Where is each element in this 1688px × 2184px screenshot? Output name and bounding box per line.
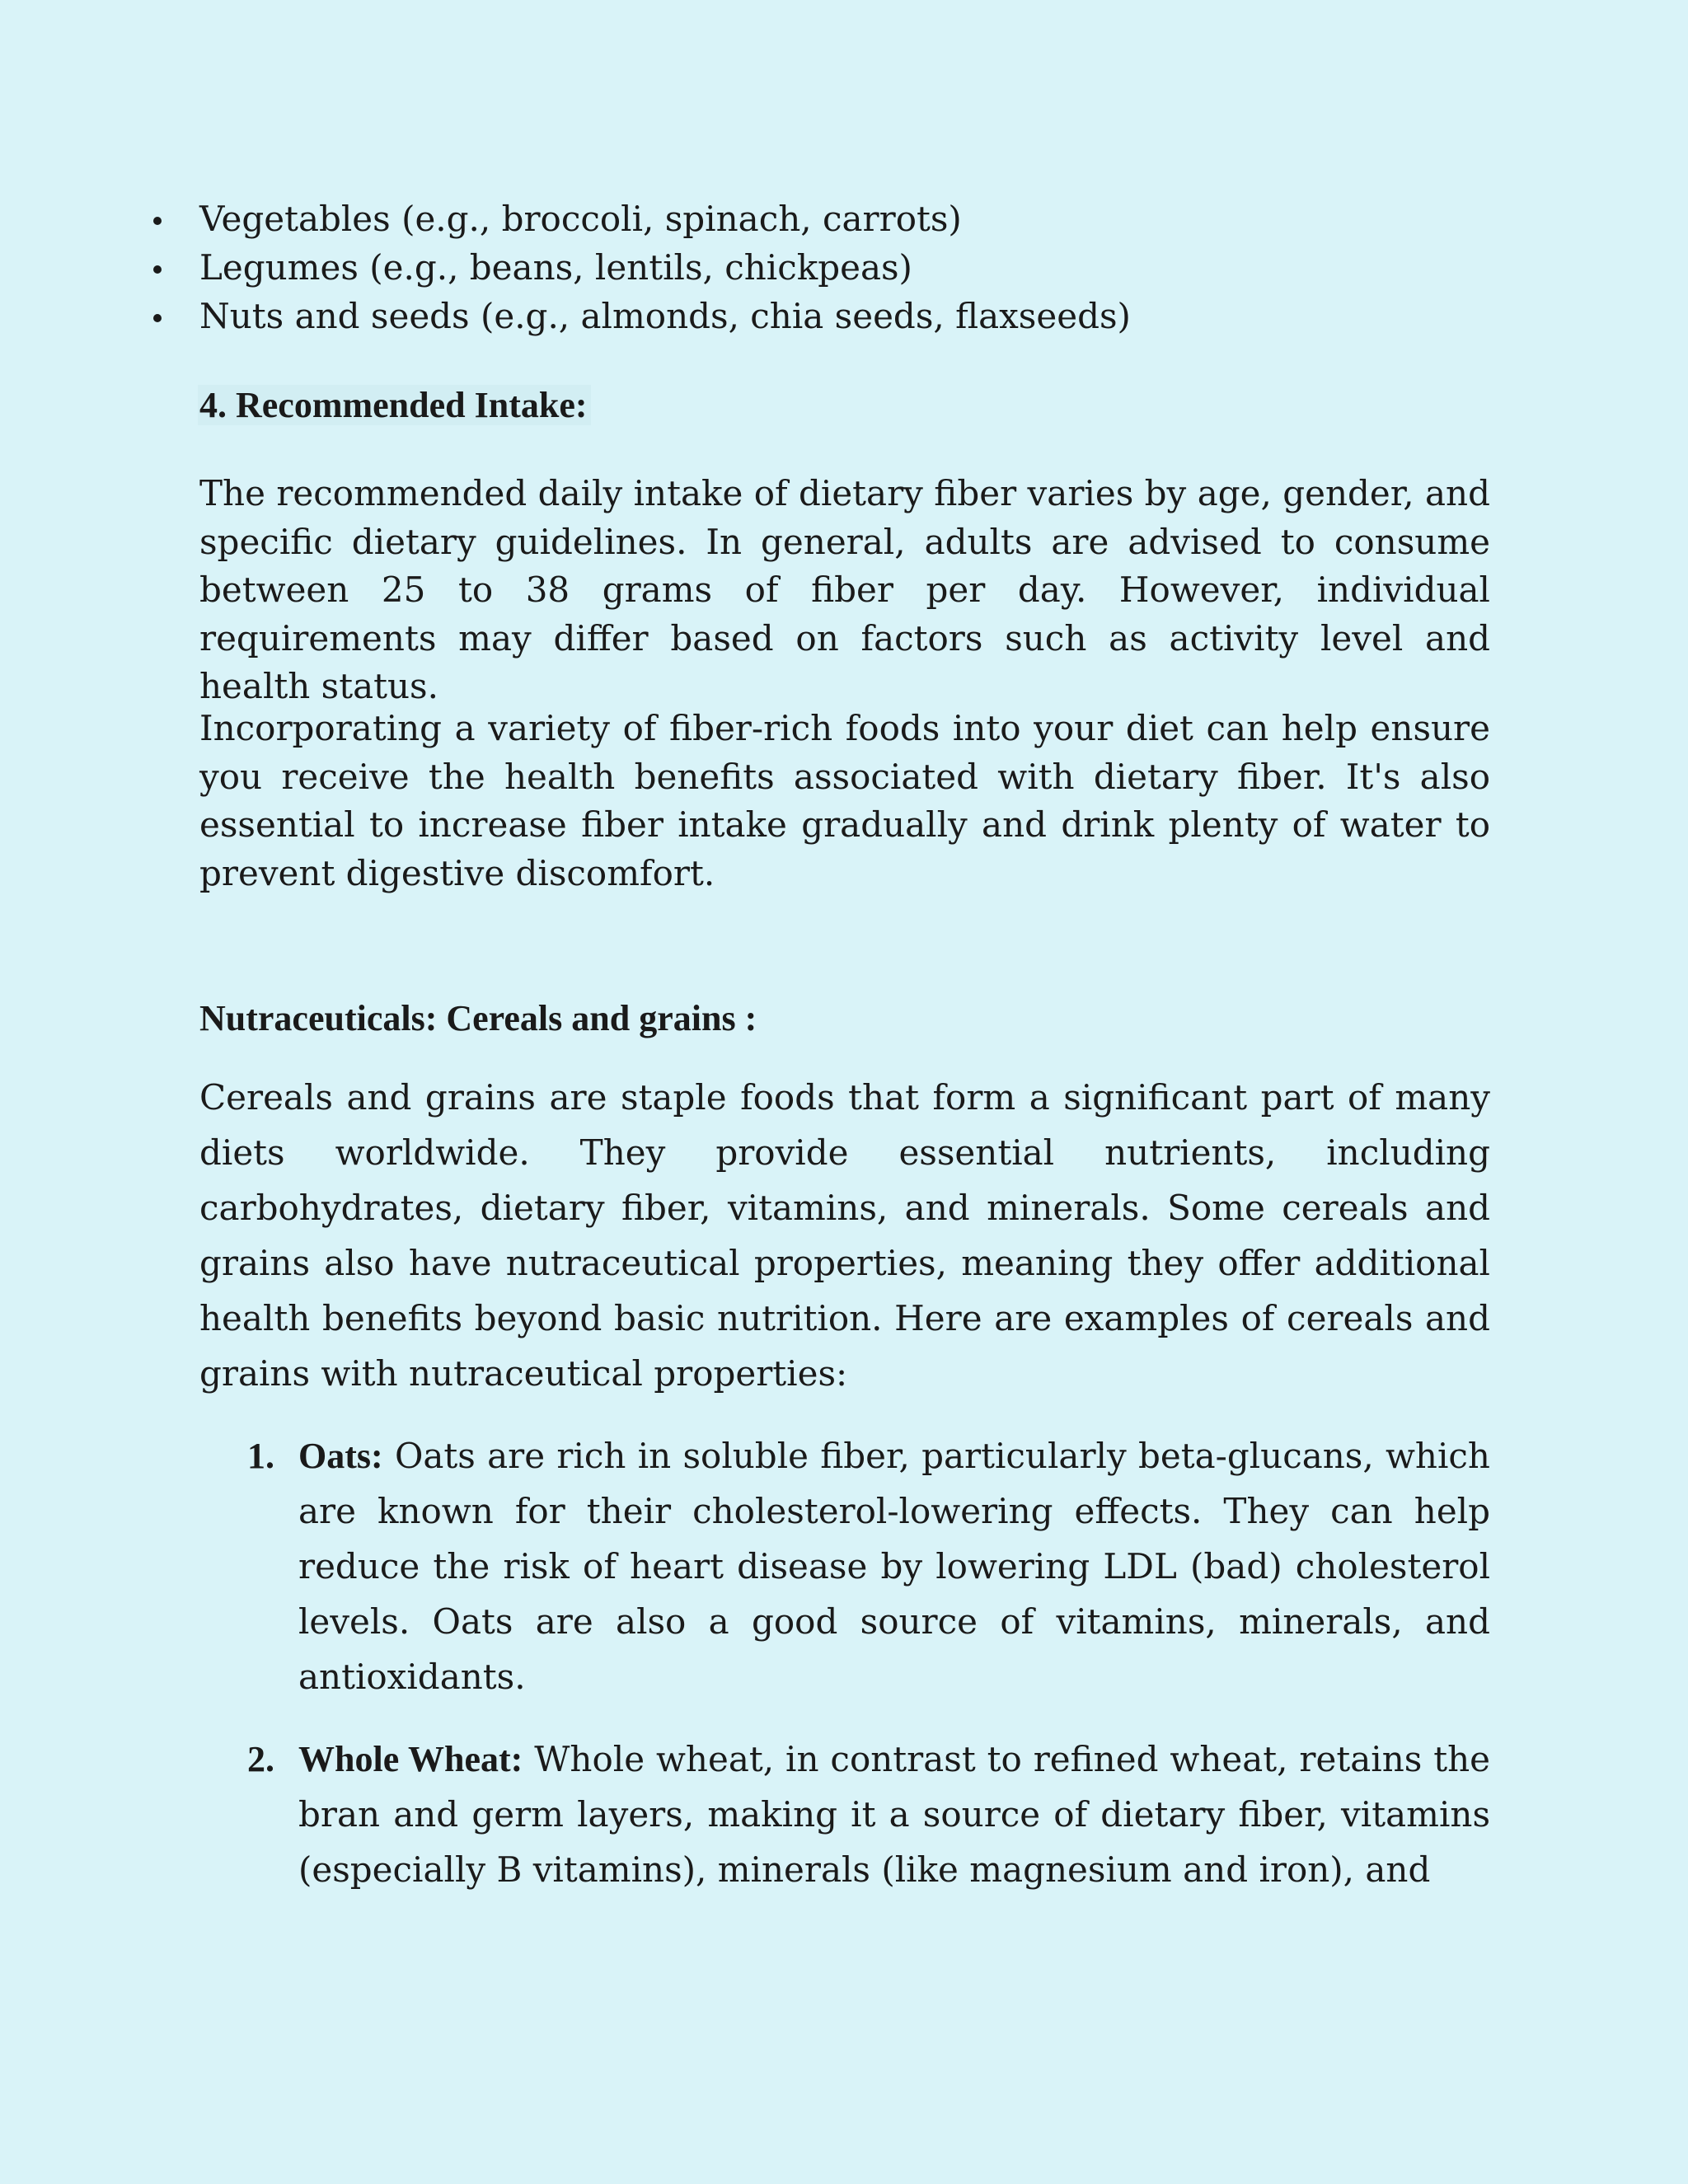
numbered-item-oats <box>247 1428 1490 1704</box>
paragraph-recommended-intake: The recommended daily intake of dietary fiber varies by age, gender, and specific dietary guidelines. In general, adults are advised to consume between 25 to 38 grams of fiber per day. However, individual requirements may differ based on factors such as activity level and health status. <box>199 473 1490 706</box>
list-item-text: Legumes (e.g., beans, lentils, chickpeas) <box>199 247 912 288</box>
paragraph-incorporating-fiber: Incorporating a variety of fiber-rich foods into your diet can help ensure you receive the health benefits associated with dietary fiber. It's also essential to increase fiber intake gradually and drink plenty of water to prevent digestive discomfort. <box>199 708 1490 893</box>
item-text: Whole wheat, in contrast to refined wheat, retains the bran and germ layers, making it a source of dietary fiber, vitamins (especially B vitamins), minerals (like magnesium and iron), and <box>298 1739 1491 1890</box>
section-heading-nutraceuticals: Nutraceuticals: Cereals and grains : <box>199 998 757 1038</box>
paragraph-cereals-intro: Cereals and grains are staple foods that form a significant part of many diets worldwide. They provide essential nutrients, including carbohydrates, dietary fiber, vitamins, and minerals. Some cereals and grains also have nutraceutical properties, meaning they offer additional health benefits beyond basic nutrition. Here are examples of cereals and grains with nutraceutical properties: <box>199 1077 1490 1394</box>
item-number: 2. <box>247 1739 274 1779</box>
list-item <box>151 243 1305 292</box>
bullet-icon <box>153 217 162 225</box>
section-heading-recommended-intake <box>199 382 591 429</box>
list-item-text: Vegetables (e.g., broccoli, spinach, carrots) <box>199 199 962 239</box>
item-text: Oats are rich in soluble fiber, particularly beta-glucans, which are known for their cholesterol-lowering effects. They can help reduce the risk of heart disease by lowering LDL (bad) cholesterol levels. Oats are also a good source of vitamins, minerals, and antioxidants. <box>298 1436 1490 1697</box>
list-item <box>151 292 1305 340</box>
cereals-numbered-list-continued <box>247 1732 1490 1897</box>
numbered-item-whole-wheat <box>247 1732 1490 1897</box>
bullet-icon <box>153 265 162 274</box>
item-term: Whole Wheat: <box>298 1739 523 1779</box>
bullet-icon <box>153 314 162 322</box>
list-item <box>151 194 1305 243</box>
food-sources-list <box>151 194 1305 340</box>
item-number: 1. <box>247 1436 274 1476</box>
cereals-numbered-list <box>247 1428 1490 1704</box>
list-item-text: Nuts and seeds (e.g., almonds, chia seeds, flaxseeds) <box>199 296 1131 336</box>
item-term: Oats: <box>298 1436 383 1476</box>
section-heading-text: 4. Recommended Intake: <box>198 385 591 425</box>
